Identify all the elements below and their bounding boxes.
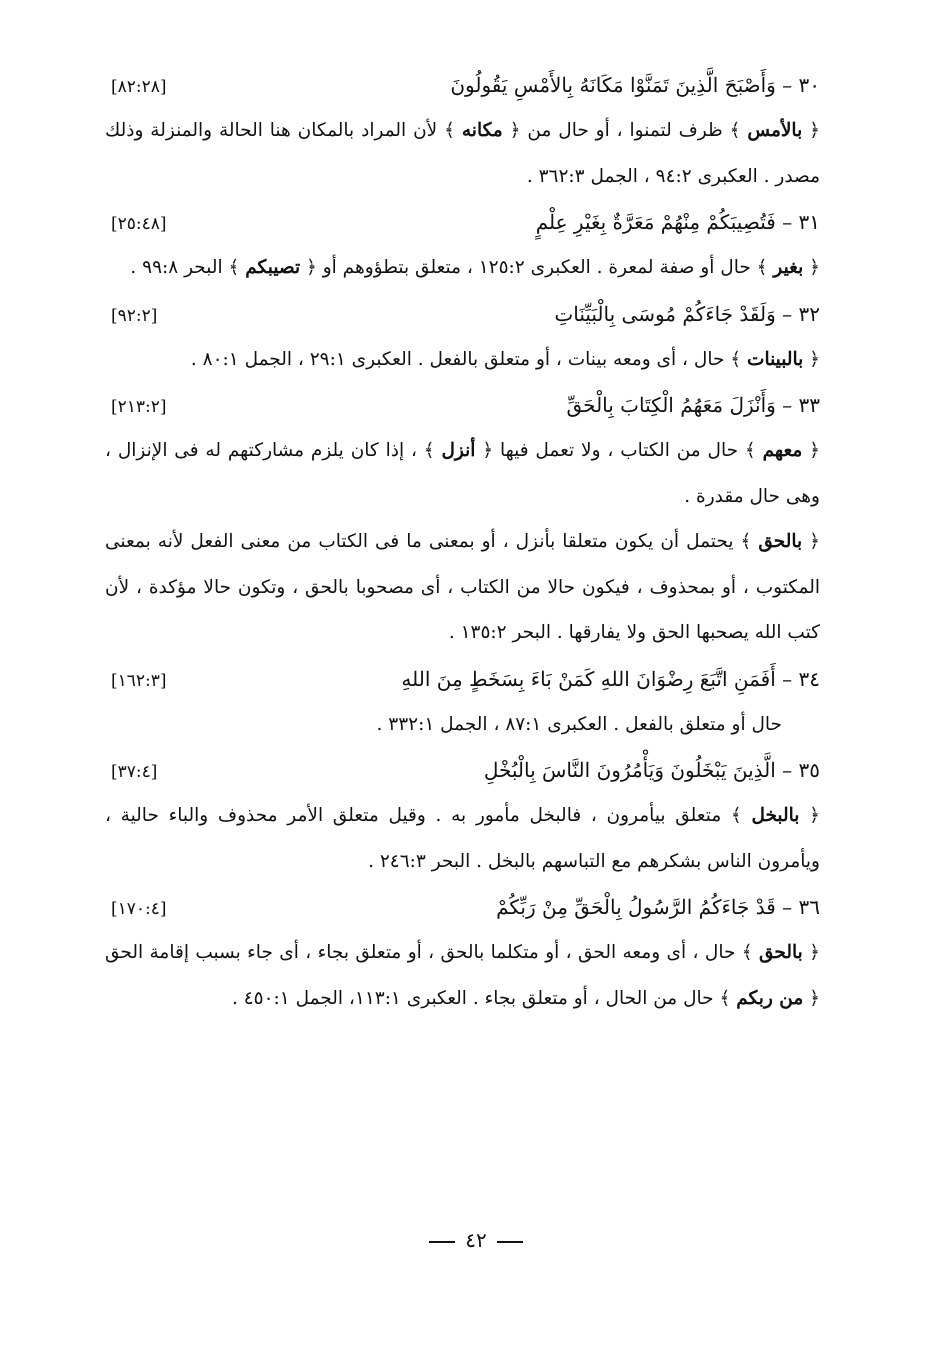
verse-reference: [١٧٠:٤] <box>111 899 167 919</box>
verse-number: ٣٤ – <box>782 666 820 691</box>
highlighted-word: أنزل <box>441 440 476 461</box>
text-run: ﴿ <box>803 348 820 370</box>
verse-reference: [٣٧:٤] <box>111 762 158 782</box>
commentary-paragraph <box>105 428 820 519</box>
highlighted-word: بالبينات <box>747 348 804 370</box>
verse-reference: [٩٢:٢] <box>111 305 158 326</box>
commentary-paragraph <box>105 793 820 884</box>
text-run: ﴿ <box>803 257 820 278</box>
verse-reference: [١٦٢:٣] <box>111 670 167 691</box>
text-run: ﴾ متعلق بيأمرون ، فالبخل مأمور به . وقيل متعلق الأمر محذوف والباء حالية ، ويأمرون الناس بشكرهم مع التباسهم بالبخل . البحر ٢٤٦:٣ . <box>105 805 820 872</box>
highlighted-word: تصيبكم <box>245 257 301 278</box>
verse-number: ٣٥ – <box>782 758 820 782</box>
commentary-paragraph <box>105 702 820 748</box>
text-run: ﴿ <box>799 805 820 826</box>
text-run: ﴾ حال أو صفة لمعرة . العكبرى ١٢٥:٢ ، متعلق بتطؤوهم أو ﴿ <box>300 257 774 278</box>
text-run: ﴾ حال من الكتاب ، ولا تعمل فيها ﴿ <box>475 440 763 461</box>
text-run: ﴿ <box>802 942 820 963</box>
verse-reference: [٢١٣:٢] <box>111 397 167 417</box>
verse-text: الَّذِينَ يَبْخَلُونَ وَيَأْمُرُونَ النَّاسَ بِالْبُخْلِ <box>483 758 776 782</box>
highlighted-word: بالحق <box>758 942 803 963</box>
verse-line <box>496 884 820 930</box>
text-run: ﴾ يحتمل أن يكون متعلقا بأنزل ، أو بمعنى ما فى الكتاب من معنى الفعل لأنه بمعنى المكتوب ، أو بمحذوف ، فيكون حالا من الكتاب ، أى مصحوبا بالحق ، وتكون حالا مؤكدة ، لأن كتب الله يصحبها الحق ولا يفارقها . البحر ١٣٥:٢ . <box>105 531 820 643</box>
text-run: ﴾ ظرف لتمنوا ، أو حال من ﴿ <box>502 120 748 141</box>
verse-line <box>554 291 820 337</box>
entry-34 <box>105 656 820 748</box>
verse-number: ٣٣ – <box>782 393 820 417</box>
entry-31 <box>105 199 820 291</box>
verse-text: قَدْ جَاءَكُمُ الرَّسُولُ بِالْحَقِّ مِنْ رَبِّكُمْ <box>496 895 776 919</box>
verse-text: وَأَنْزَلَ مَعَهُمُ الْكِتَابَ بِالْحَقِّ <box>566 393 776 417</box>
dash-right <box>429 1241 455 1243</box>
verse-heading <box>105 62 820 108</box>
highlighted-word: بالأمس <box>747 120 803 141</box>
verse-number: ٣١ – <box>782 210 820 234</box>
verse-heading <box>105 382 820 428</box>
entry-32 <box>105 291 820 383</box>
verse-line <box>401 656 820 702</box>
commentary-paragraph <box>105 108 820 199</box>
verse-heading <box>105 747 820 793</box>
highlighted-word: بالحق <box>758 531 803 552</box>
text-run: حال أو متعلق بالفعل . العكبرى ٨٧:١ ، الجمل ٣٣٢:١ . <box>376 713 782 735</box>
text-run: ﴿ <box>802 120 820 141</box>
verse-text: وَأَصْبَحَ الَّذِينَ تَمَنَّوْا مَكَانَهُ بِالأَمْسِ يَقُولُونَ <box>450 73 776 97</box>
verse-line <box>536 199 820 245</box>
entry-30 <box>105 62 820 199</box>
text-run: ﴿ <box>802 531 820 552</box>
entry-33 <box>105 382 820 656</box>
verse-line <box>484 747 820 793</box>
commentary-paragraph <box>105 519 820 656</box>
verse-text: وَلَقَدْ جَاءَكُمْ مُوسَى بِالْبَيِّنَاتِ <box>554 301 776 326</box>
verse-text: فَتُصِيبَكُمْ مِنْهُمْ مَعَرَّةٌ بِغَيْرِ عِلْمٍ <box>535 210 776 234</box>
text-run: ﴾ البحر ٩٩:٨ . <box>130 257 246 278</box>
verse-heading <box>105 199 820 245</box>
verse-heading <box>105 884 820 930</box>
verse-reference: [٨٢:٢٨] <box>111 77 167 97</box>
text-run: ﴾ حال ، أى ومعه الحق ، أو متكلما بالحق ، أو متعلق بجاء ، أى جاء بسبب إقامة الحق ﴿ <box>105 942 820 1009</box>
verse-text: أَفَمَنِ اتَّبَعَ رِضْوَانَ اللهِ كَمَنْ بَاءَ بِسَخَطٍ مِنَ اللهِ <box>401 666 776 691</box>
text-run: ﴿ <box>802 440 820 461</box>
highlighted-word: من ربكم <box>736 987 804 1009</box>
verse-number: ٣٦ – <box>782 895 820 919</box>
entry-35 <box>105 747 820 884</box>
highlighted-word: بالبخل <box>751 805 800 826</box>
verse-number: ٣٠ – <box>782 73 820 97</box>
commentary-paragraph <box>105 930 820 1021</box>
verse-heading <box>105 291 820 337</box>
highlighted-word: بغير <box>773 257 804 278</box>
text-run: ﴾ لأن المراد بالمكان هنا الحالة والمنزلة وذلك مصدر . العكبرى ٩٤:٢ ، الجمل ٣٦٢:٣ . <box>105 120 820 187</box>
verse-line <box>566 382 820 428</box>
page-number-text: ٤٢ <box>465 1228 487 1252</box>
page-body <box>105 62 820 1021</box>
commentary-paragraph <box>105 337 820 383</box>
highlighted-word: مكانه <box>461 120 503 141</box>
text-run: ﴾ ، إذا كان يلزم مشاركتهم له فى الإنزال ، وهى حال مقدرة . <box>105 440 820 507</box>
verse-heading <box>105 656 820 702</box>
verse-reference: [٢٥:٤٨] <box>111 214 167 234</box>
dash-left <box>497 1241 523 1243</box>
verse-number: ٣٢ – <box>782 301 820 326</box>
text-run: ﴾ حال ، أى ومعه بينات ، أو متعلق بالفعل . العكبرى ٢٩:١ ، الجمل ٨٠:١ . <box>190 348 748 370</box>
commentary-paragraph <box>105 245 820 291</box>
entry-36 <box>105 884 820 1021</box>
page-number <box>0 1228 952 1252</box>
text-run: ﴾ حال من الحال ، أو متعلق بجاء . العكبرى ١١٣:١، الجمل ٤٥٠:١ . <box>231 987 737 1009</box>
verse-line <box>450 62 820 108</box>
highlighted-word: معهم <box>762 440 803 461</box>
